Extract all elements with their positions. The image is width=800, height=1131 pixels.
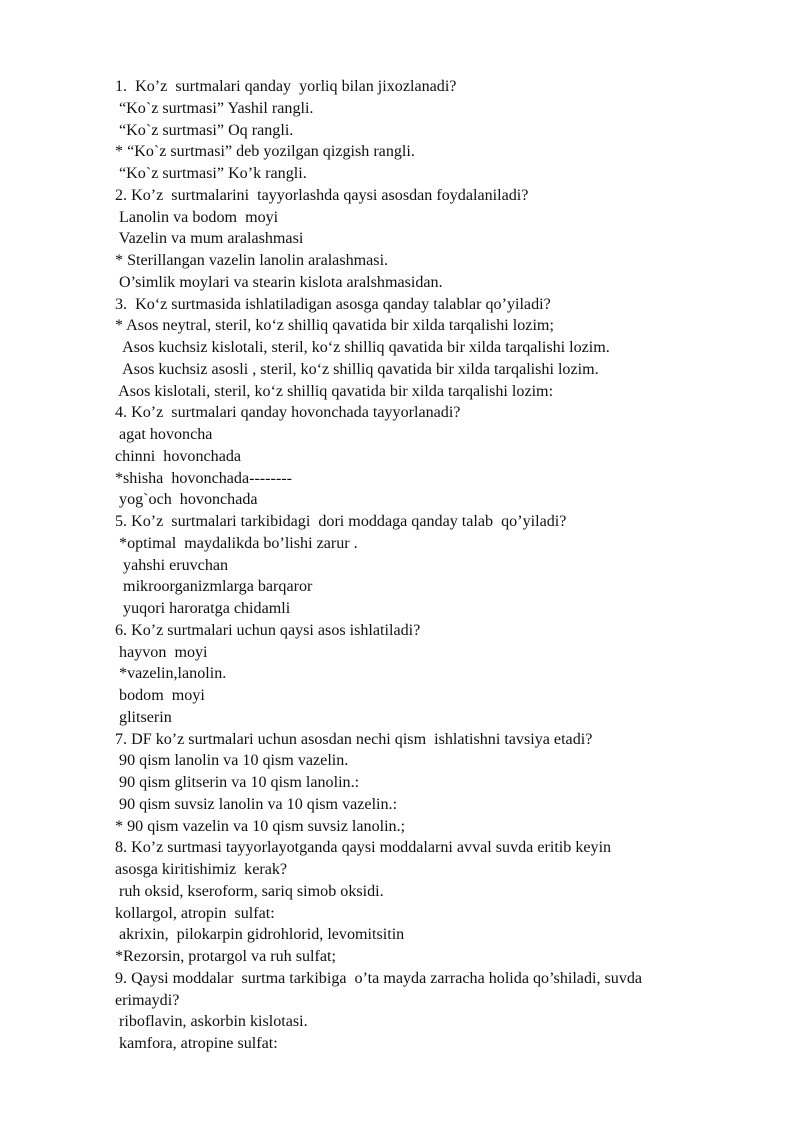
question-list [115,76,755,1055]
text-line: riboflavin, askorbin kislotasi. [115,1013,308,1031]
text-line: “Ko`z surtmasi” Oq rangli. [115,121,294,139]
text-line: *Rezorsin, protargol va ruh sulfat; [115,948,336,965]
text-line: *shisha hovonchada-------- [115,469,292,487]
text-line: yog`och hovonchada [115,491,258,509]
text-line: Asos kuchsiz kislotali, steril, ko‘z shilliq qavatida bir xilda tarqalishi lozim. [115,339,610,356]
text-line: 90 qism lanolin va 10 qism vazelin. [115,752,349,770]
text-line: Vazelin va mum aralashmasi [115,230,304,248]
text-line: “Ko`z surtmasi” Ko’k rangli. [115,165,307,182]
text-line: 90 qism glitserin va 10 qism lanolin.: [115,774,360,791]
text-line: 9. Qaysi moddalar surtma tarkibiga o’ta mayda zarracha holida qo’shiladi, suvda [115,969,643,987]
text-line: Lanolin va bodom moyi [115,208,279,226]
text-line: * 90 qism vazelin va 10 qism suvsiz lanolin.; [115,817,406,835]
text-line: 5. Ko’z surtmalari tarkibidagi dori moddaga qanday talab qo’yiladi? [115,513,567,530]
text-line: mikroorganizmlarga barqaror [115,578,313,596]
text-line: * Sterillangan vazelin lanolin aralashmasi. [115,252,389,269]
text-line: 8. Ko’z surtmasi tayyorlayotganda qaysi moddalarni avval suvda eritib keyin [115,839,612,857]
text-line: agat hovoncha [115,426,213,443]
text-line: yuqori haroratga chidamli [115,600,291,617]
text-line: kamfora, atropine sulfat: [115,1035,278,1052]
text-line: * “Ko`z surtmasi” deb yozilgan qizgish rangli. [115,143,415,161]
text-line: yahshi eruvchan [115,556,229,574]
text-line: * Asos neytral, steril, ko‘z shilliq qavatida bir xilda tarqalishi lozim; [115,317,554,335]
text-line: 1. Ko’z surtmalari qanday yorliq bilan jixozlanadi? [115,78,457,95]
text-line: chinni hovonchada [115,447,242,465]
text-line: ruh oksid, kseroform, sariq simob oksidi. [115,882,384,900]
text-line: hayvon moyi [115,643,208,661]
text-line: 4. Ko’z surtmalari qanday hovonchada tayyorlanadi? [115,404,461,422]
text-line: *optimal maydalikda bo’lishi zarur . [115,534,358,552]
text-line: glitserin [115,708,172,726]
text-line: *vazelin,lanolin. [115,665,227,683]
text-line: Asos kuchsiz asosli , steril, ko‘z shilliq qavatida bir xilda tarqalishi lozim. [115,360,599,378]
text-line: 2. Ko’z surtmalarini tayyorlashda qaysi asosdan foydalaniladi? [115,186,529,204]
text-line: 6. Ko’z surtmalari uchun qaysi asos ishlatiladi? [115,621,421,639]
text-line: kollargol, atropin sulfat: [115,904,275,922]
text-line: 3. Ko‘z surtmasida ishlatiladigan asosga qanday talablar qo’yiladi? [115,295,551,313]
text-line: asosga kiritishimiz kerak? [115,861,288,878]
text-line: 7. DF ko’z surtmalari uchun asosdan nechi qism ishlatishni tavsiya etadi? [115,730,593,748]
text-line: Asos kislotali, steril, ko‘z shilliq qavatida bir xilda tarqalishi lozim: [115,382,554,400]
text-line: bodom moyi [115,687,205,704]
text-line: erimaydi? [115,991,180,1009]
text-line: “Ko`z surtmasi” Yashil rangli. [115,99,314,117]
text-line: O’simlik moylari va stearin kislota aralshmasidan. [115,273,443,291]
text-line: 90 qism suvsiz lanolin va 10 qism vazelin.: [115,795,398,813]
text-line: akrixin, pilokarpin gidrohlorid, levomitsitin [115,926,405,944]
